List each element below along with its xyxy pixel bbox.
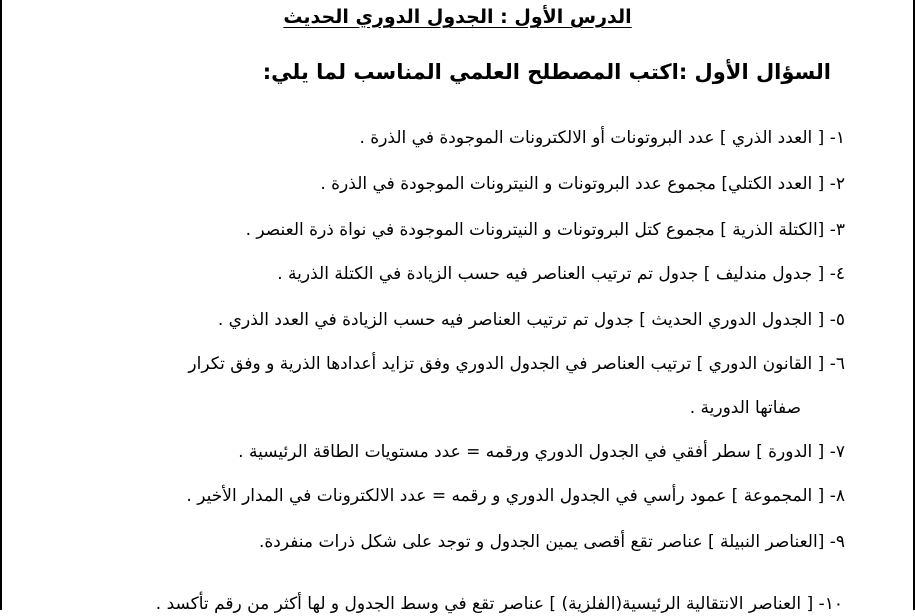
term-item-2: ٢- [ العدد الكتلي] مجموع عدد البروتونات و النيترونات الموجودة في الذرة . bbox=[320, 174, 845, 194]
term-item-10: ١٠- [ العناصر الانتقالية الرئيسية(الفلزية) ] عناصر تقع في وسط الجدول و لها أكثر من رقم تأكسد . bbox=[155, 594, 843, 614]
lesson-title: الدرس الأول : الجدول الدوري الحديث bbox=[283, 6, 632, 28]
term-item-8: ٨- [ المجموعة ] عمود رأسي في الجدول الدوري و رقمه = عدد الالكترونات في المدار الأخير . bbox=[186, 486, 845, 506]
term-item-6: ٦- [ القانون الدوري ] ترتيب العناصر في الجدول الدوري وفق تزايد أعدادها الذرية و وفق تكرار bbox=[188, 354, 845, 374]
term-item-4: ٤- [ جدول مندليف ] جدول تم ترتيب العناصر فيه حسب الزيادة في الكتلة الذرية . bbox=[277, 264, 845, 284]
term-item-5: ٥- [ الجدول الدوري الحديث ] جدول تم ترتيب العناصر فيه حسب الزيادة في العدد الذري . bbox=[217, 310, 845, 330]
term-item-1: ١- [ العدد الذري ] عدد البروتونات أو الالكترونات الموجودة في الذرة . bbox=[359, 128, 845, 148]
question-title: السؤال الأول :اكتب المصطلح العلمي المناسب لما يلي: bbox=[262, 60, 831, 84]
term-item-9: ٩- [العناصر النبيلة ] عناصر تقع أقصى يمين الجدول و توجد على شكل ذرات منفردة. bbox=[258, 532, 845, 552]
term-item-7: ٧- [ الدورة ] سطر أفقي في الجدول الدوري ورقمه = عدد مستويات الطاقة الرئيسية . bbox=[238, 442, 845, 462]
term-item-3: ٣- [الكتلة الذرية ] مجموع كتل البروتونات و النيترونات الموجودة في نواة ذرة العنصر . bbox=[245, 220, 845, 240]
term-item-6-continuation: صفاتها الدورية . bbox=[689, 398, 801, 418]
